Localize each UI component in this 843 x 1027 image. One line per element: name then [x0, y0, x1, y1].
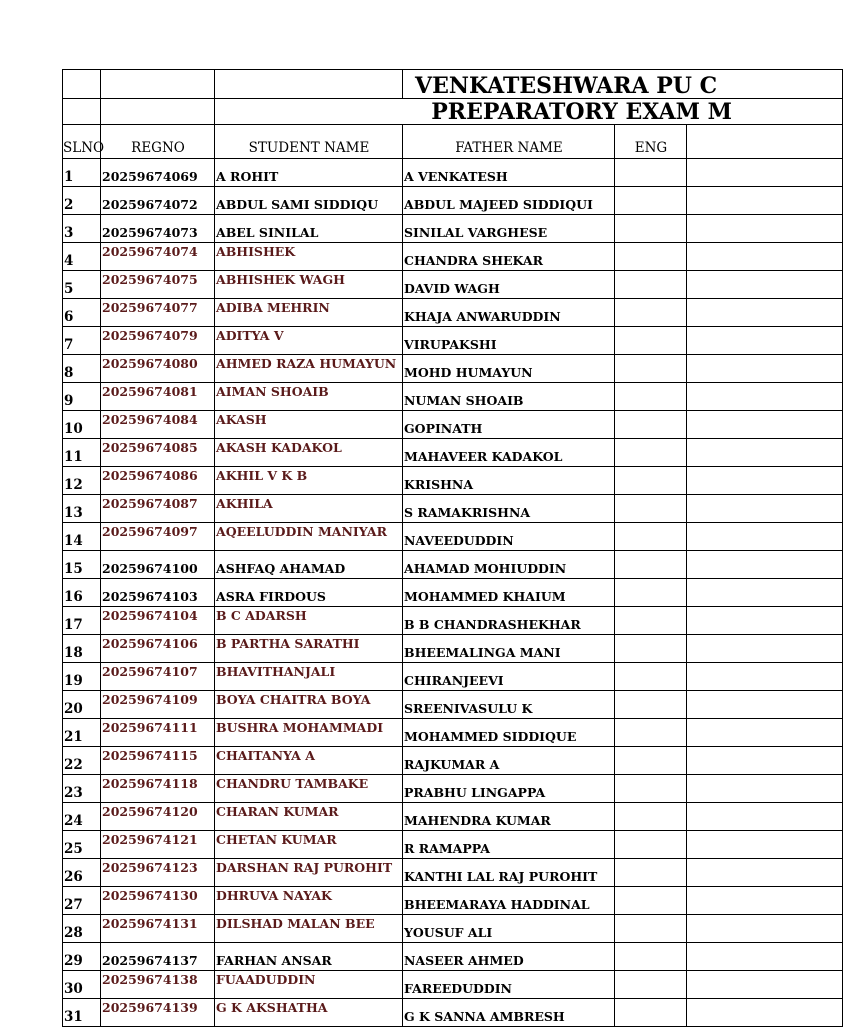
cell-father-name: BHEEMALINGA MANI [403, 635, 615, 663]
cell-extra [687, 831, 843, 859]
cell-eng [615, 271, 687, 299]
table-row [63, 691, 843, 719]
cell-eng [615, 943, 687, 971]
cell-student-name: DARSHAN RAJ PUROHIT [215, 859, 403, 887]
cell-eng [615, 747, 687, 775]
cell-student-name: ABDUL SAMI SIDDIQU [215, 187, 403, 215]
header-row [63, 125, 843, 159]
table-row [63, 775, 843, 803]
table-row [63, 887, 843, 915]
table-row [63, 439, 843, 467]
cell-eng [615, 831, 687, 859]
cell-student-name: B C ADARSH [215, 607, 403, 635]
cell-extra [687, 355, 843, 383]
cell-extra [687, 439, 843, 467]
cell-eng [615, 775, 687, 803]
table-row [63, 299, 843, 327]
cell-extra [687, 159, 843, 187]
cell-eng [615, 887, 687, 915]
cell-extra [687, 859, 843, 887]
cell-regno: 20259674100 [101, 551, 215, 579]
cell-regno: 20259674137 [101, 943, 215, 971]
cell-slno: 15 [63, 551, 101, 579]
cell-extra [687, 971, 843, 999]
cell-eng [615, 327, 687, 355]
cell-eng [615, 971, 687, 999]
cell-extra [687, 383, 843, 411]
cell-student-name: AIMAN SHOAIB [215, 383, 403, 411]
cell-eng [615, 411, 687, 439]
cell-slno: 14 [63, 523, 101, 551]
cell-father-name: MAHENDRA KUMAR [403, 803, 615, 831]
table-row [63, 383, 843, 411]
cell-regno: 20259674069 [101, 159, 215, 187]
cell-slno: 18 [63, 635, 101, 663]
cell-father-name: FAREEDUDDIN [403, 971, 615, 999]
cell-regno: 20259674074 [101, 243, 215, 271]
cell-extra [687, 271, 843, 299]
header-slno: SLNO [63, 125, 101, 159]
cell-slno: 10 [63, 411, 101, 439]
cell-extra [687, 635, 843, 663]
cell-extra [687, 943, 843, 971]
cell-father-name: ABDUL MAJEED SIDDIQUI [403, 187, 615, 215]
cell-extra [687, 999, 843, 1027]
cell-eng [615, 215, 687, 243]
cell-student-name: AKHIL V K B [215, 467, 403, 495]
cell-regno: 20259674075 [101, 271, 215, 299]
cell-slno: 19 [63, 663, 101, 691]
cell-extra [687, 327, 843, 355]
table-row [63, 663, 843, 691]
cell-father-name: A VENKATESH [403, 159, 615, 187]
cell-extra [687, 915, 843, 943]
cell-eng [615, 999, 687, 1027]
table-row [63, 411, 843, 439]
cell-student-name: AKASH KADAKOL [215, 439, 403, 467]
cell-extra [687, 607, 843, 635]
cell-eng [615, 439, 687, 467]
cell-eng [615, 243, 687, 271]
cell-student-name: FARHAN ANSAR [215, 943, 403, 971]
cell-regno: 20259674097 [101, 523, 215, 551]
cell-slno: 20 [63, 691, 101, 719]
cell-student-name: AHMED RAZA HUMAYUN [215, 355, 403, 383]
cell-eng [615, 607, 687, 635]
cell-father-name: DAVID WAGH [403, 271, 615, 299]
cell-extra [687, 803, 843, 831]
table-row [63, 243, 843, 271]
cell-student-name: A ROHIT [215, 159, 403, 187]
cell-slno: 4 [63, 243, 101, 271]
cell-extra [687, 299, 843, 327]
header-father-name: FATHER NAME [403, 125, 615, 159]
cell-slno: 12 [63, 467, 101, 495]
table-row [63, 999, 843, 1027]
header-student-name: STUDENT NAME [215, 125, 403, 159]
cell-regno: 20259674085 [101, 439, 215, 467]
cell-student-name: BHAVITHANJALI [215, 663, 403, 691]
cell-eng [615, 803, 687, 831]
cell-regno: 20259674103 [101, 579, 215, 607]
table-row [63, 495, 843, 523]
cell-regno: 20259674073 [101, 215, 215, 243]
cell-extra [687, 719, 843, 747]
cell-student-name: ABEL SINILAL [215, 215, 403, 243]
cell-extra [687, 243, 843, 271]
cell-father-name: G K SANNA AMBRESH [403, 999, 615, 1027]
cell-extra [687, 551, 843, 579]
cell-slno: 8 [63, 355, 101, 383]
cell-father-name: VIRUPAKSHI [403, 327, 615, 355]
cell-eng [615, 579, 687, 607]
cell-regno: 20259674087 [101, 495, 215, 523]
cell-father-name: NASEER AHMED [403, 943, 615, 971]
cell-slno: 30 [63, 971, 101, 999]
title-row-1 [63, 70, 843, 99]
cell-extra [687, 495, 843, 523]
cell-slno: 5 [63, 271, 101, 299]
cell-slno: 6 [63, 299, 101, 327]
table-row [63, 859, 843, 887]
cell-eng [615, 691, 687, 719]
cell-eng [615, 299, 687, 327]
table-row [63, 467, 843, 495]
cell-slno: 17 [63, 607, 101, 635]
cell-eng [615, 663, 687, 691]
cell-student-name: ABHISHEK WAGH [215, 271, 403, 299]
cell-regno: 20259674111 [101, 719, 215, 747]
cell-father-name: S RAMAKRISHNA [403, 495, 615, 523]
cell-eng [615, 187, 687, 215]
cell-slno: 31 [63, 999, 101, 1027]
cell-student-name: ABHISHEK [215, 243, 403, 271]
cell-father-name: BHEEMARAYA HADDINAL [403, 887, 615, 915]
cell-slno: 28 [63, 915, 101, 943]
cell-slno: 16 [63, 579, 101, 607]
cell-father-name: YOUSUF ALI [403, 915, 615, 943]
table-row [63, 803, 843, 831]
cell-father-name: KHAJA ANWARUDDIN [403, 299, 615, 327]
table-row [63, 943, 843, 971]
cell-father-name: PRABHU LINGAPPA [403, 775, 615, 803]
table-row [63, 215, 843, 243]
cell-extra [687, 411, 843, 439]
cell-slno: 29 [63, 943, 101, 971]
cell-slno: 1 [63, 159, 101, 187]
cell-extra [687, 691, 843, 719]
cell-father-name: CHANDRA SHEKAR [403, 243, 615, 271]
cell-regno: 20259674131 [101, 915, 215, 943]
cell-slno: 13 [63, 495, 101, 523]
cell-regno: 20259674104 [101, 607, 215, 635]
cell-regno: 20259674077 [101, 299, 215, 327]
cell-father-name: MOHAMMED SIDDIQUE [403, 719, 615, 747]
cell-slno: 7 [63, 327, 101, 355]
cell-father-name: RAJKUMAR A [403, 747, 615, 775]
cell-father-name: NAVEEDUDDIN [403, 523, 615, 551]
table-row [63, 915, 843, 943]
cell-extra [687, 187, 843, 215]
cell-regno: 20259674081 [101, 383, 215, 411]
cell-father-name: GOPINATH [403, 411, 615, 439]
cell-eng [615, 915, 687, 943]
cell-father-name: KRISHNA [403, 467, 615, 495]
header-regno: REGNO [101, 125, 215, 159]
cell-father-name: MOHD HUMAYUN [403, 355, 615, 383]
cell-father-name: SREENIVASULU K [403, 691, 615, 719]
cell-regno: 20259674109 [101, 691, 215, 719]
cell-regno: 20259674123 [101, 859, 215, 887]
cell-eng [615, 551, 687, 579]
cell-eng [615, 523, 687, 551]
cell-regno: 20259674121 [101, 831, 215, 859]
cell-eng [615, 383, 687, 411]
cell-student-name: AKHILA [215, 495, 403, 523]
table-row [63, 971, 843, 999]
cell-extra [687, 887, 843, 915]
table-row [63, 355, 843, 383]
cell-student-name: DILSHAD MALAN BEE [215, 915, 403, 943]
table-row [63, 635, 843, 663]
table-row [63, 747, 843, 775]
cell-extra [687, 747, 843, 775]
cell-extra [687, 579, 843, 607]
cell-slno: 23 [63, 775, 101, 803]
cell-slno: 9 [63, 383, 101, 411]
cell-father-name: MOHAMMED KHAIUM [403, 579, 615, 607]
cell-father-name: R RAMAPPA [403, 831, 615, 859]
cell-regno: 20259674072 [101, 187, 215, 215]
cell-regno: 20259674086 [101, 467, 215, 495]
table-row [63, 607, 843, 635]
cell-slno: 26 [63, 859, 101, 887]
cell-extra [687, 775, 843, 803]
cell-slno: 24 [63, 803, 101, 831]
cell-student-name: ASRA FIRDOUS [215, 579, 403, 607]
cell-student-name: BUSHRA MOHAMMADI [215, 719, 403, 747]
exam-title: PREPARATORY EXAM M [215, 99, 843, 125]
cell-student-name: B PARTHA SARATHI [215, 635, 403, 663]
cell-eng [615, 635, 687, 663]
cell-student-name: CHETAN KUMAR [215, 831, 403, 859]
cell-eng [615, 859, 687, 887]
cell-regno: 20259674107 [101, 663, 215, 691]
cell-regno: 20259674130 [101, 887, 215, 915]
table-row [63, 187, 843, 215]
cell-father-name: KANTHI LAL RAJ PUROHIT [403, 859, 615, 887]
cell-eng [615, 495, 687, 523]
marks-table [62, 69, 843, 1027]
table-row [63, 831, 843, 859]
cell-regno: 20259674080 [101, 355, 215, 383]
title-row-2 [63, 99, 843, 125]
college-title: VENKATESHWARA PU C [403, 70, 843, 99]
cell-regno: 20259674115 [101, 747, 215, 775]
cell-eng [615, 467, 687, 495]
cell-regno: 20259674120 [101, 803, 215, 831]
cell-extra [687, 663, 843, 691]
cell-slno: 21 [63, 719, 101, 747]
table-row [63, 523, 843, 551]
cell-eng [615, 355, 687, 383]
cell-student-name: BOYA CHAITRA BOYA [215, 691, 403, 719]
cell-student-name: ADITYA V [215, 327, 403, 355]
cell-slno: 27 [63, 887, 101, 915]
cell-student-name: AQEELUDDIN MANIYAR [215, 523, 403, 551]
cell-father-name: MAHAVEER KADAKOL [403, 439, 615, 467]
cell-eng [615, 719, 687, 747]
cell-regno: 20259674106 [101, 635, 215, 663]
cell-student-name: FUAADUDDIN [215, 971, 403, 999]
cell-regno: 20259674084 [101, 411, 215, 439]
table-row [63, 159, 843, 187]
cell-regno: 20259674139 [101, 999, 215, 1027]
table-row [63, 327, 843, 355]
cell-regno: 20259674118 [101, 775, 215, 803]
cell-father-name: AHAMAD MOHIUDDIN [403, 551, 615, 579]
spreadsheet [62, 69, 768, 1025]
table-row [63, 719, 843, 747]
cell-slno: 11 [63, 439, 101, 467]
cell-slno: 25 [63, 831, 101, 859]
cell-student-name: CHAITANYA A [215, 747, 403, 775]
cell-father-name: SINILAL VARGHESE [403, 215, 615, 243]
cell-student-name: CHARAN KUMAR [215, 803, 403, 831]
cell-regno: 20259674138 [101, 971, 215, 999]
cell-father-name: B B CHANDRASHEKHAR [403, 607, 615, 635]
cell-father-name: NUMAN SHOAIB [403, 383, 615, 411]
cell-slno: 22 [63, 747, 101, 775]
cell-extra [687, 523, 843, 551]
cell-regno: 20259674079 [101, 327, 215, 355]
cell-slno: 3 [63, 215, 101, 243]
cell-eng [615, 159, 687, 187]
cell-student-name: G K AKSHATHA [215, 999, 403, 1027]
table-row [63, 551, 843, 579]
header-eng: ENG [615, 125, 687, 159]
table-row [63, 579, 843, 607]
cell-student-name: ASHFAQ AHAMAD [215, 551, 403, 579]
cell-father-name: CHIRANJEEVI [403, 663, 615, 691]
cell-student-name: CHANDRU TAMBAKE [215, 775, 403, 803]
cell-student-name: ADIBA MEHRIN [215, 299, 403, 327]
cell-student-name: DHRUVA NAYAK [215, 887, 403, 915]
cell-student-name: AKASH [215, 411, 403, 439]
cell-extra [687, 467, 843, 495]
table-row [63, 271, 843, 299]
cell-extra [687, 215, 843, 243]
cell-slno: 2 [63, 187, 101, 215]
